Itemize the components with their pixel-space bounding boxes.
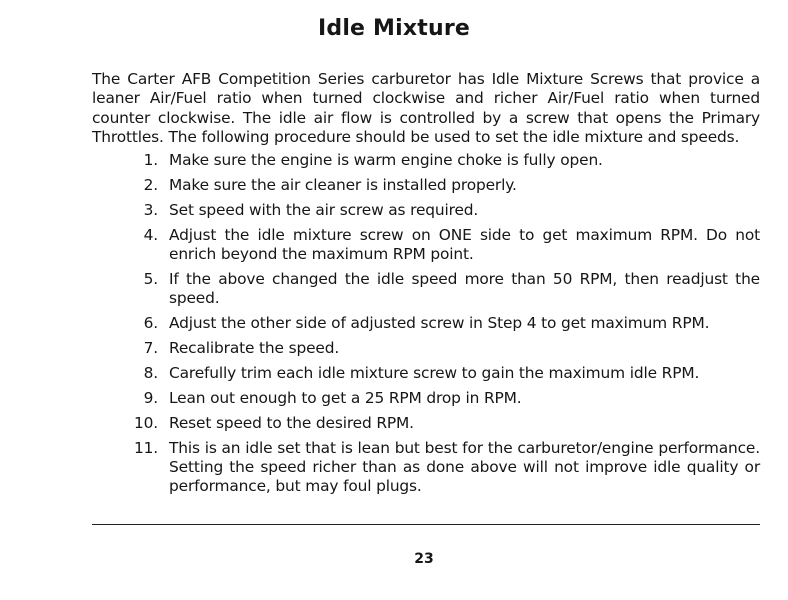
step-number: 2. — [143, 176, 158, 194]
procedure-step-3 — [130, 201, 760, 220]
step-number: 8. — [143, 364, 158, 382]
step-number: 5. — [143, 270, 158, 288]
procedure-steps-list — [130, 151, 760, 502]
procedure-step-6 — [130, 314, 760, 333]
procedure-step-10 — [130, 414, 760, 433]
procedure-step-11 — [130, 439, 760, 496]
step-text: This is an idle set that is lean but best for the carburetor/engine performance. Setting the speed richer than as done above will not improve idle quality or performance, but may foul plugs. — [169, 439, 760, 495]
procedure-step-1 — [130, 151, 760, 170]
procedure-step-4 — [130, 226, 760, 264]
step-number: 11. — [133, 439, 158, 457]
procedure-step-2 — [130, 176, 760, 195]
procedure-step-8 — [130, 364, 760, 383]
step-number: 1. — [143, 151, 158, 169]
step-text: Adjust the other side of adjusted screw in Step 4 to get maximum RPM. — [169, 314, 710, 332]
intro-paragraph: The Carter AFB Competition Series carburetor has Idle Mixture Screws that provice a leaner Air/Fuel ratio when turned clockwise and richer Air/Fuel ratio when turned counter clockwise. The idle air flow is controlled by a screw that opens the Primary Throttles. The following procedure should be used to set the idle mixture and speeds. — [92, 70, 760, 147]
step-text: Carefully trim each idle mixture screw to gain the maximum idle RPM. — [169, 364, 700, 382]
page-title: Idle Mixture — [317, 16, 471, 41]
step-text: Lean out enough to get a 25 RPM drop in RPM. — [169, 389, 522, 407]
step-text: If the above changed the idle speed more than 50 RPM, then readjust the speed. — [169, 270, 760, 307]
page-number: 23 — [414, 551, 434, 567]
step-text: Make sure the air cleaner is installed properly. — [169, 176, 517, 194]
step-number: 3. — [143, 201, 158, 219]
step-number: 9. — [143, 389, 158, 407]
step-text: Reset speed to the desired RPM. — [169, 414, 414, 432]
step-text: Set speed with the air screw as required. — [169, 201, 479, 219]
procedure-step-9 — [130, 389, 760, 408]
step-text: Make sure the engine is warm engine choke is fully open. — [169, 151, 603, 169]
step-number: 7. — [143, 339, 158, 357]
procedure-step-7 — [130, 339, 760, 358]
step-number: 6. — [143, 314, 158, 332]
step-number: 10. — [133, 414, 158, 432]
step-text: Adjust the idle mixture screw on ONE side to get maximum RPM. Do not enrich beyond the maximum RPM point. — [169, 226, 760, 263]
step-text: Recalibrate the speed. — [169, 339, 340, 357]
procedure-step-5 — [130, 270, 760, 308]
footer-divider — [92, 524, 760, 525]
step-number: 4. — [143, 226, 158, 244]
